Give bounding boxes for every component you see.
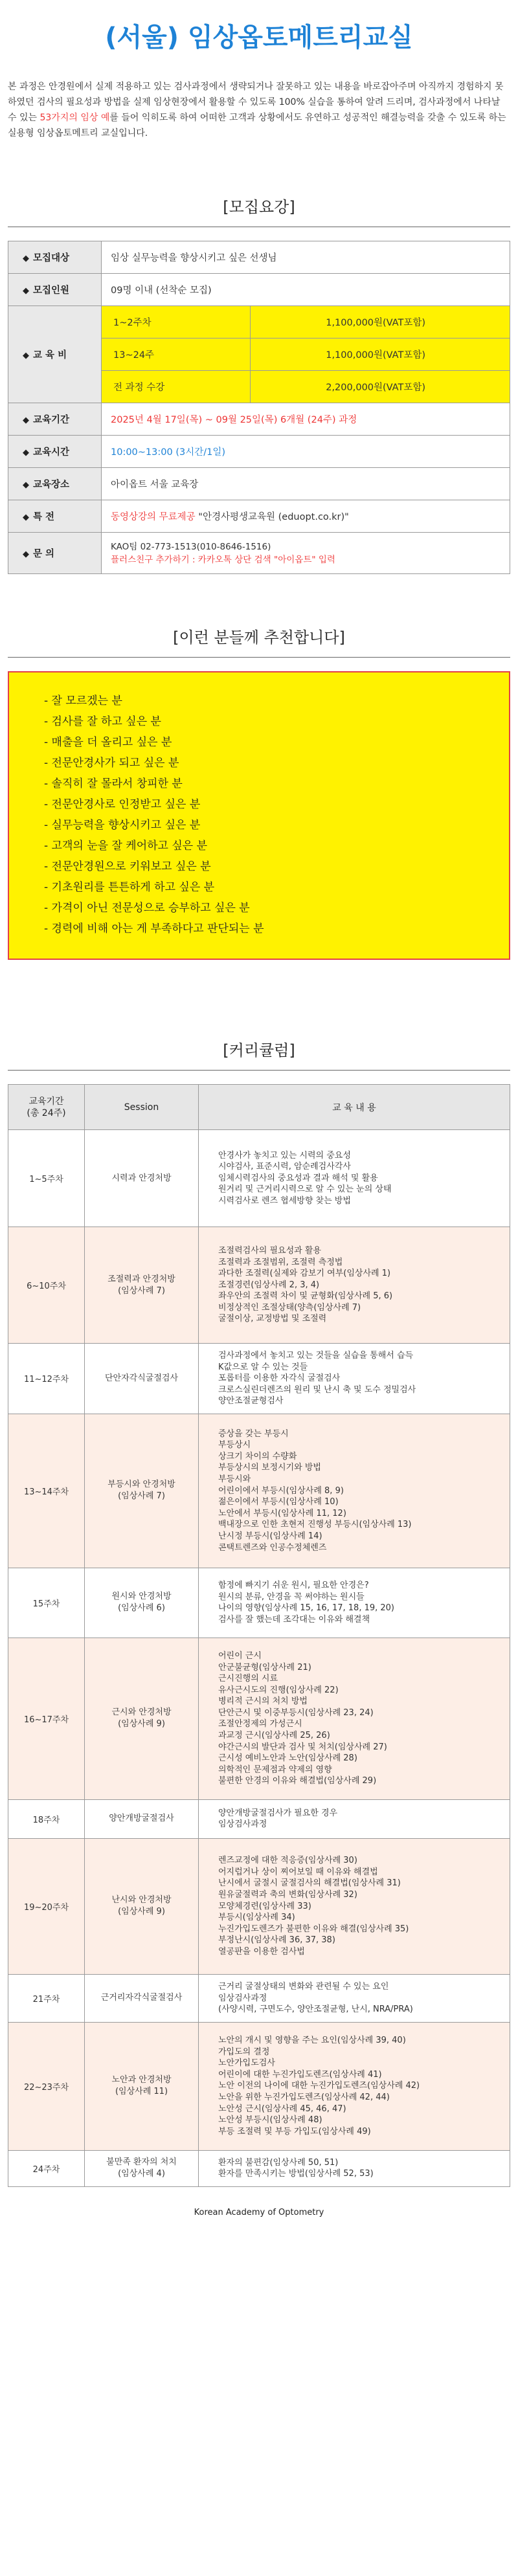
footer-text: Korean Academy of Optometry <box>194 2207 324 2217</box>
fee-price: 1,100,000원(VAT포함) <box>251 339 510 371</box>
curriculum-week: 21주차 <box>8 1974 85 2022</box>
recruit-row-period <box>8 403 510 436</box>
curriculum-week: 6~10주차 <box>8 1227 85 1344</box>
col-header-session: Session <box>85 1085 199 1130</box>
curriculum-session: 단안자각식굴절검사 <box>85 1344 199 1414</box>
page-title: (서울) 임상옵토메트리교실 <box>105 23 413 52</box>
curriculum-week: 15주차 <box>8 1568 85 1638</box>
curriculum-week: 19~20주차 <box>8 1838 85 1974</box>
curriculum-content: 조절력검사의 필요성과 활용 조절력과 조절범위, 조절력 측정법 과다한 조절력(실제와 감보기 여부(임상사례 1) 조절경련(임상사례 2, 3, 4) 좌우안의 조절력 차이 및 균형화(임상사례 5, 6) 비정상적인 조절상태(양측(임상사례 7) 굴절이상, 교정방법 및 조절력 <box>199 1227 510 1344</box>
recruit-row-time <box>8 436 510 468</box>
curriculum-row <box>8 2022 510 2150</box>
diamond-icon: ◆ <box>23 416 29 425</box>
recruit-row-contact <box>8 533 510 574</box>
divider <box>8 657 510 671</box>
curriculum-session: 부등시와 안경처방 (임상사례 7) <box>85 1414 199 1568</box>
curriculum-content: 렌즈교정에 대한 적응증(임상사례 30) 어지럽거나 상이 찌어보일 때 이유와 해결법 난시에서 굴절시 굴절검사의 해결법(임상사례 31) 원유굴절력과 축의 변화(임상사례 32) 모양체경련(임상사례 33) 부등시(임상사례 34) 누진가입도렌즈가 불편한 이유와 해결(임상사례 35) 부정난시(임상사례 36, 37, 38) 열공판을 이용한 검사법 <box>199 1838 510 1974</box>
recruit-key-label: 교육시간 <box>33 447 70 458</box>
contact-kakao: 플러스친구 추가하기 : 카카오톡 상단 검색 "아이옵트" 입력 <box>111 554 335 565</box>
curriculum-session: 양안개방굴절검사 <box>85 1799 199 1838</box>
diamond-icon: ◆ <box>23 448 29 458</box>
recruit-key <box>8 500 102 533</box>
intro-paragraph <box>8 79 510 194</box>
recruit-key <box>8 306 102 403</box>
curriculum-row <box>8 1638 510 1799</box>
recruit-row-place <box>8 468 510 500</box>
recommend-item: - 전문안경사로 인정받고 싶은 분 <box>44 798 201 811</box>
curriculum-row <box>8 1974 510 2022</box>
curriculum-content: 어린이 근시 안군불균형(임상사례 21) 근시진행의 시료 유사근시도의 진행(임상사례 22) 병리적 근시의 처치 방법 단안근시 및 이중부등시(임상사례 23, 24) 조절안정제의 가성근시 과교정 근시(임상사례 25, 26) 야간근시의 발단과 검사 및 처치(임상사례 27) 근시성 예비노안과 노안(임상사례 28) 의학적인 문제점과 약제의 영향 불편한 안경의 이유와 해결법(임상사례 29) <box>199 1638 510 1799</box>
curriculum-row <box>8 1227 510 1344</box>
curriculum-week: 1~5주차 <box>8 1130 85 1227</box>
diamond-icon: ◆ <box>23 513 29 522</box>
recruit-key-label: 문 의 <box>33 549 55 559</box>
col-header-content: 교 육 내 용 <box>199 1085 510 1130</box>
curriculum-week: 18주차 <box>8 1799 85 1838</box>
recruit-key-label: 교 육 비 <box>33 350 67 361</box>
divider <box>8 1070 510 1084</box>
recruit-table <box>8 241 510 574</box>
curriculum-content: 안경사가 놓치고 있는 시력의 중요성 시야검사, 표준시력, 암순례검사각사 임체시력검사의 중요성과 결과 해석 및 활용 원거리 및 근거리시력으로 알 수 있는 눈의 상태 시력검사로 렌즈 협세방향 찾는 방법 <box>199 1130 510 1227</box>
recruit-key-label: 모집대상 <box>33 253 70 263</box>
recruit-key <box>8 403 102 436</box>
curriculum-session: 노안과 안경처방 (임상사례 11) <box>85 2022 199 2150</box>
recommend-item: - 잘 모르겠는 분 <box>44 694 122 707</box>
curriculum-week: 11~12주차 <box>8 1344 85 1414</box>
curriculum-content: 함정에 빠지기 쉬운 원시, 필요한 안경은? 원시의 분류, 안경을 꼭 써야하는 원시들 나이의 영향(임상사례 15, 16, 17, 18, 19, 20) 검사를 잘 했는데 조각대는 이유와 해결책 <box>199 1568 510 1638</box>
curriculum-row <box>8 1838 510 1974</box>
recommend-item: - 솔직히 잘 몰라서 창피한 분 <box>44 777 183 790</box>
curriculum-content: 노안의 개시 및 영향을 주는 요인(임상사례 39, 40) 가입도의 결정 노안가입도검사 어린이에 대한 누진가입도렌즈(임상사례 41) 노안 이전의 나이에 대한 누진가입도렌즈(임상사례 42) 노안을 위한 누진가입도렌즈(임상사례 42, 44) 노안성 근시(임상사례 45, 46, 47) 노안성 부등시(임상사례 48) 부등 조절력 및 부등 가입도(임상사례 49) <box>199 2022 510 2150</box>
fee-period: 전 과정 수강 <box>102 371 251 403</box>
curriculum-row <box>8 1344 510 1414</box>
recruit-key-label: 모집인원 <box>33 285 70 296</box>
diamond-icon: ◆ <box>23 286 29 296</box>
recruit-row-perk <box>8 500 510 533</box>
curriculum-row <box>8 1799 510 1838</box>
curriculum-week: 16~17주차 <box>8 1638 85 1799</box>
curriculum-row <box>8 1568 510 1638</box>
curriculum-session: 조절력과 안경처방 (임상사례 7) <box>85 1227 199 1344</box>
contact-phone: KAO팀 02-773-1513(010-8646-1516) <box>111 541 271 552</box>
recommend-item: - 검사를 잘 하고 싶은 분 <box>44 715 161 728</box>
fee-period: 13~24주 <box>102 339 251 371</box>
recruit-key-label: 특 전 <box>33 512 55 522</box>
curriculum-session: 근시와 안경처방 (임상사례 9) <box>85 1638 199 1799</box>
recommend-item: - 가격이 아닌 전문성으로 승부하고 싶은 분 <box>44 902 250 915</box>
curriculum-table <box>8 1084 510 2187</box>
intro-text: 본 과정은 안경원에서 실제 적용하고 있는 검사과정에서 생략되거나 잘못하고 있는 내용을 바로잡아주며 아직까지 경험하지 못하였던 검사의 필요성과 방법을 실제 임상현장에서 활용할 수 있도록 100% 실습을 통하여 알려 드리며, 검사과정에서 나타날 수 있는 <box>8 82 504 123</box>
curriculum-session: 원시와 안경처방 (임상사례 6) <box>85 1568 199 1638</box>
recommend-item: - 고객의 눈을 잘 케어하고 싶은 분 <box>44 839 208 852</box>
recruit-row-count <box>8 274 510 306</box>
curriculum-week: 24주차 <box>8 2150 85 2186</box>
diamond-icon: ◆ <box>23 550 29 559</box>
recommend-item: - 기초원리를 튼튼하게 하고 싶은 분 <box>44 881 215 894</box>
recruit-key <box>8 436 102 468</box>
recruit-value <box>102 500 510 533</box>
recommend-heading: [이런 분들께 추천합니다] <box>173 628 345 647</box>
recruit-heading: [모집요강] <box>223 198 295 216</box>
recommend-item: - 실무능력을 향상시키고 싶은 분 <box>44 819 201 832</box>
diamond-icon: ◆ <box>23 480 29 490</box>
diamond-icon: ◆ <box>23 351 29 361</box>
recruit-row-fee <box>8 306 510 339</box>
recruit-value: 임상 실무능력을 향상시키고 싶은 선생님 <box>102 241 510 274</box>
col-header-period: 교육기간 (총 24주) <box>8 1085 85 1130</box>
curriculum-content: 근거리 굴절상태의 변화와 관련될 수 있는 요인 임상검사과정 (사양시력, 구면도수, 양안조절균형, 난시, NRA/PRA) <box>199 1974 510 2022</box>
recommend-item: - 전문안경사가 되고 싶은 분 <box>44 757 179 770</box>
intro-highlight: 53가지의 임상 예 <box>39 113 110 123</box>
curriculum-heading: [커리큘럼] <box>223 1041 295 1060</box>
curriculum-content: 증상을 갖는 부등시 부등상시 상크기 차이의 수량화 부등상시의 보정시기와 방법 부등시와 어린이에서 부등시(임상사례 8, 9) 젊은이에서 부등시(임상사례 10) 노안에서 부등시(임상사례 11, 12) 백내장으로 인한 초현저 진행성 부등시(임상사례 13) 난시정 부등시(임상사례 14) 콘택트렌즈와 인공수정체렌즈 <box>199 1414 510 1568</box>
recruit-key <box>8 533 102 574</box>
perk-link-text: "안경사평생교육원 (eduopt.co.kr)" <box>195 512 349 522</box>
recruit-key <box>8 274 102 306</box>
recruit-value: 아이옵트 서울 교육장 <box>102 468 510 500</box>
fee-period: 1~2주차 <box>102 306 251 339</box>
curriculum-session: 시력과 안경처방 <box>85 1130 199 1227</box>
recruit-key-label: 교육장소 <box>33 480 70 490</box>
recruit-key-label: 교육기간 <box>33 415 70 425</box>
fee-price: 1,100,000원(VAT포함) <box>251 306 510 339</box>
curriculum-row <box>8 2150 510 2186</box>
curriculum-week: 13~14주차 <box>8 1414 85 1568</box>
recommend-item: - 전문안경원으로 키워보고 싶은 분 <box>44 860 211 873</box>
curriculum-content: 양안개방굴절검사가 필요한 경우 임상검사과정 <box>199 1799 510 1838</box>
curriculum-header-row <box>8 1085 510 1130</box>
recruit-value: 09명 이내 (선착순 모집) <box>102 274 510 306</box>
curriculum-session: 난시와 안경처방 (임상사례 9) <box>85 1838 199 1974</box>
curriculum-content: 환자의 불편감(임상사례 50, 51) 환자를 만족시키는 방법(임상사례 52, 53) <box>199 2150 510 2186</box>
recruit-key <box>8 241 102 274</box>
divider <box>8 227 510 241</box>
curriculum-session: 불만족 환자의 처치 (임상사례 4) <box>85 2150 199 2186</box>
recruit-value: 10:00~13:00 (3시간/1일) <box>102 436 510 468</box>
recommend-box <box>8 671 510 960</box>
fee-price: 2,200,000원(VAT포함) <box>251 371 510 403</box>
recommend-item: - 매출을 더 올리고 싶은 분 <box>44 736 172 749</box>
curriculum-content: 검사과정에서 놓치고 있는 것들을 실습을 통해서 습득 K값으로 알 수 있는 것들 포롭터를 이용한 자각식 굴절검사 크로스실린더렌즈의 원리 및 난시 축 및 도수 정밀검사 양안조절균형검사 <box>199 1344 510 1414</box>
diamond-icon: ◆ <box>23 254 29 263</box>
intro-text-end: 를 들어 익히도록 하여 어떠한 고객과 상황에서도 유연하고 성공적인 해결능력을 갖출 수 있도록 하는 실용형 임상옵토메트리 교실입니다. <box>8 113 506 139</box>
perk-highlight: 동영상강의 무료제공 <box>111 512 196 522</box>
recruit-value: 2025년 4월 17일(목) ~ 09월 25일(목) 6개월 (24주) 과정 <box>102 403 510 436</box>
recommend-item: - 경력에 비해 아는 게 부족하다고 판단되는 분 <box>44 922 264 935</box>
recruit-row-target <box>8 241 510 274</box>
curriculum-session: 근거리자각식굴절검사 <box>85 1974 199 2022</box>
recruit-value <box>102 533 510 574</box>
curriculum-row <box>8 1414 510 1568</box>
curriculum-week: 22~23주차 <box>8 2022 85 2150</box>
recruit-key <box>8 468 102 500</box>
curriculum-row <box>8 1130 510 1227</box>
